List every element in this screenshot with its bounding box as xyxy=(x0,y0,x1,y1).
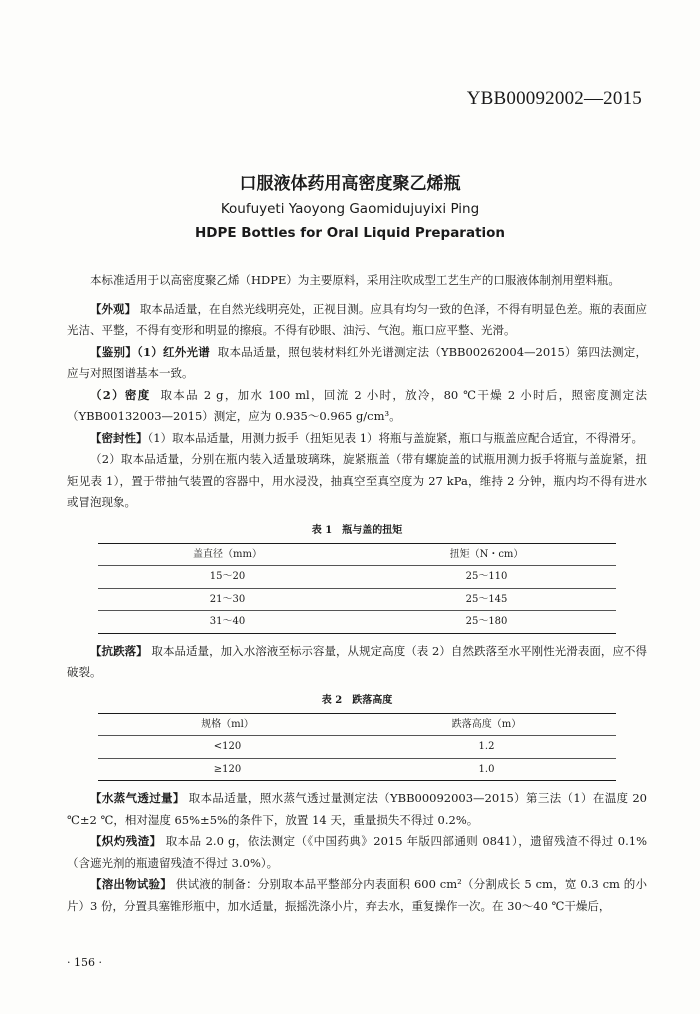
table1-header-torque: 扭矩（N・cm） xyxy=(449,548,524,560)
table-cell: <120 xyxy=(213,741,242,752)
ignition-paragraph xyxy=(67,831,647,874)
table-cell: 31～40 xyxy=(209,616,246,627)
identification-density-paragraph xyxy=(67,385,647,428)
table-cell: 25～145 xyxy=(465,593,508,605)
appearance-text: 取本品适量，在自然光线明亮处，正视目测。应具有均匀一致的色泽，不得有明显色差。瓶的表面应光洁、平整，不得有变形和明显的擦痕。不得有砂眼、油污、气泡。瓶口应平整、光滑。 xyxy=(67,301,648,337)
appearance-paragraph xyxy=(67,299,647,342)
identification-ir-paragraph xyxy=(67,342,647,385)
table1-header-diameter: 盖直径（mm） xyxy=(193,548,262,560)
seal-text-1: （1）取本品适量，用测力扳手（扭矩见表 1）将瓶与盖旋紧，瓶口与瓶盖应配合适宜，不得滑牙。 xyxy=(147,430,644,445)
seal-label: 【密封性】 xyxy=(90,430,148,445)
table-header-row xyxy=(98,713,616,736)
title-block xyxy=(0,173,700,244)
extract-paragraph xyxy=(67,874,647,917)
vapor-label: 【水蒸气透过量】 xyxy=(90,791,185,805)
title-chinese: 口服液体药用高密度聚乙烯瓶 xyxy=(239,174,461,194)
table-cell: ≥120 xyxy=(213,763,242,775)
table-cell: 1.0 xyxy=(478,763,495,775)
table2-caption: 表 2 跌落高度 xyxy=(321,694,393,706)
table-cell: 25～180 xyxy=(465,616,508,627)
drop-label: 【抗跌落】 xyxy=(90,643,148,658)
vapor-text: 取本品适量，照水蒸气透过量测定法（YBB00092003—2015）第三法（1）在温度 20 ℃±2 ℃，相对湿度 65%±5%的条件下，放置 14 天，重量损失不得过 0.2%。 xyxy=(67,791,648,827)
ir-text: 取本品适量，照包装材料红外光谱测定法（YBB00262004—2015）第四法测定，应与对照图谱基本一致。 xyxy=(67,344,648,380)
table-cell: 1.2 xyxy=(478,741,495,752)
table2-header-spec: 规格（ml） xyxy=(201,718,254,730)
extract-text: 供试液的制备：分别取本品平整部分内表面积 600 cm²（分割成长 5 cm，宽 0.3 cm 的小片）3 份，分置具塞锥形瓶中，加水适量，振摇洗涤小片，弃去水，重复操作一次。在 30～40 ℃干燥后， xyxy=(67,877,647,913)
vapor-paragraph xyxy=(67,788,647,831)
drop-paragraph xyxy=(67,641,647,684)
table-row xyxy=(98,611,616,634)
seal-paragraph-2: （2）取本品适量，分别在瓶内装入适量玻璃珠，旋紧瓶盖（带有螺旋盖的试瓶用测力扳手将瓶与盖旋紧，扭矩见表 1），置于带抽气装置的容器中，用水浸没，抽真空至真空度为 27 kPa，维持 2 分钟，瓶内均不得有进水或冒泡现象。 xyxy=(67,452,647,509)
table-header-row xyxy=(98,543,616,566)
table-row xyxy=(98,588,616,611)
table-row xyxy=(98,758,616,781)
table1-caption: 表 1 瓶与盖的扭矩 xyxy=(311,524,403,536)
intro-paragraph: 本标准适用于以高密度聚乙烯（HDPE）为主要原料，采用注吹成型工艺生产的口服液体制剂用塑料瓶。 xyxy=(90,273,620,287)
table2-drop-height xyxy=(98,713,616,782)
table-cell: 21～30 xyxy=(209,593,246,605)
table-cell: 25～110 xyxy=(465,571,508,582)
drop-text: 取本品适量，加入水溶液至标示容量，从规定高度（表 2）自然跌落至水平刚性光滑表面，应不得破裂。 xyxy=(67,643,648,679)
title-english: HDPE Bottles for Oral Liquid Preparation xyxy=(194,225,506,241)
density-label: （2）密度 xyxy=(90,387,151,402)
document-body xyxy=(67,270,647,917)
title-pinyin: Koufuyeti Yaoyong Gaomidujuyixi Ping xyxy=(220,201,480,217)
standard-code: YBB00092002—2015 xyxy=(466,88,642,109)
identification-label: 【鉴别】 xyxy=(90,344,137,359)
table-row xyxy=(98,566,616,589)
table-cell: 15～20 xyxy=(209,571,246,582)
appearance-label: 【外观】 xyxy=(90,301,137,316)
extract-label: 【溶出物试验】 xyxy=(90,877,172,891)
ignition-label: 【炽灼残渣】 xyxy=(90,834,162,848)
table-row xyxy=(98,736,616,759)
ignition-text: 取本品 2.0 g，依法测定（《中国药典》2015 年版四部通则 0841），遗留残渣不得过 0.1%（含遮光剂的瓶遗留残渣不得过 3.0%）。 xyxy=(67,834,648,870)
density-text: 取本品 2 g，加水 100 ml，回流 2 小时，放冷，80 ℃干燥 2 小时后，照密度测定法（YBB00132003—2015）测定，应为 0.935～0.965 g/cm³。 xyxy=(67,387,647,423)
table1-torque xyxy=(98,543,616,634)
seal-paragraph-1 xyxy=(67,428,647,450)
ir-label: （1）红外光谱 xyxy=(137,344,210,359)
page-number: · 156 · xyxy=(67,956,102,969)
table2-header-height: 跌落高度（m） xyxy=(451,718,522,730)
